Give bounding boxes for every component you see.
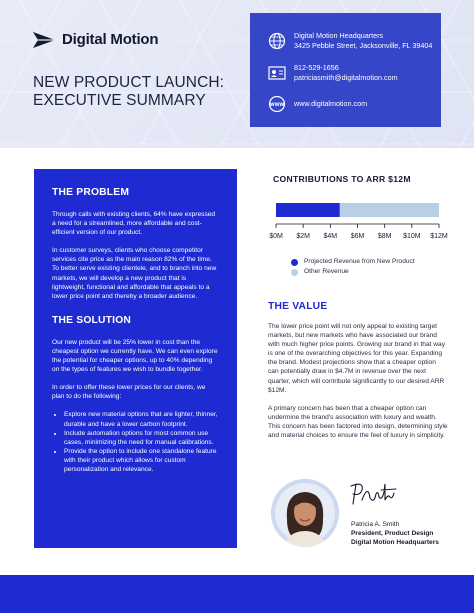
x-tick-label: $4M [323,233,338,240]
header-band [0,0,474,148]
phone-number[interactable]: 812-529-1656 [294,63,339,72]
problem-paragraph-1: Through calls with existing clients, 64% have expressed a need for a streamlined, more affordable and cost-efficient version of our product. [52,211,216,237]
document-title [33,74,224,110]
globe-icon [268,32,286,50]
contact-website [268,95,367,113]
legend-item [291,267,415,277]
problem-solution-panel [34,169,237,548]
solution-paragraph-2: In order to offer these lower prices for our clients, we plan to do the following: [52,384,206,401]
legend-item [291,257,415,267]
signatory-org: Digital Motion Headquarters [351,538,439,546]
value-body [268,322,448,449]
x-tick-label: $12M [430,233,448,240]
solution-paragraph-1: Our new product will be 25% lower in cost than the cheapest option we currently have. We can even explore the potential for cheaper options, up to 40% depending on the types of features we wish to bundle together. [52,338,218,374]
contact-card [250,13,441,127]
brand-logo[interactable] [33,31,158,48]
email-address[interactable]: patriciasmith@digitalmotion.com [294,73,398,82]
title-line-1: NEW PRODUCT LAUNCH: [33,74,225,91]
bar-segment-other-revenue [340,203,439,217]
footer-band [0,575,474,613]
signatory-block [351,521,439,547]
x-tick-label: $2M [296,233,310,240]
contact-phone-email [268,63,398,83]
value-heading: THE VALUE [268,301,328,312]
x-tick-label: $0M [269,233,283,240]
address-line-2: 3425 Pebble Street, Jacksonville, FL 39404 [294,41,433,50]
solution-bullet-list [64,410,219,474]
signatory-name: Patricia A. Smith [351,521,400,528]
arr-stacked-bar-chart [266,197,451,249]
signatory-role: President, Product Design [351,529,434,537]
brand-name: Digital Motion [62,31,159,48]
svg-text:WWW: WWW [269,103,285,108]
signature-image [348,480,410,510]
chart-title: CONTRIBUTIONS TO ARR $12M [273,174,411,184]
list-item: • Explore new material options that are lighter, thinner, durable and have a lower carbon footprint. [64,410,219,428]
problem-heading: THE PROBLEM [52,187,130,198]
solution-heading: THE SOLUTION [52,314,132,326]
list-item: • Include automation options for most common use cases, minimizing the need for manual calibrations. [64,429,219,447]
legend-swatch [291,259,298,266]
legend-swatch [291,269,298,276]
list-item: • Provide the option to include one standalone feature with their product which allows for custom personalization and relevance. [64,447,219,474]
contact-card-icon [268,64,286,82]
avatar [271,479,339,547]
x-tick-label: $6M [350,233,365,240]
x-tick-label: $8M [377,233,392,240]
website-link[interactable]: www.digitalmotion.com [294,99,368,108]
problem-paragraph-2: In customer surveys, clients who choose competitor services cite price as the main reason 82% of the time. To better serve existing clientele, and to branch into new markets, we will develop a new product that is lightweight, functional and affordable that appeals to a lower price point and thereby a broader audience. [52,247,217,300]
contact-address [268,31,432,51]
chart-legend [291,257,415,277]
value-paragraph-1: The lower price point will not only appeal to existing target markets, but new markets who have associated our brand with much higher price points. Growing our brand in that way is one of the overarching objectives for this year. Expanding the brand. Modest projections show that a cheaper option can potentially draw in $4.7M in revenue over the next quarter, which will contribute significantly to our desired ARR $12M. [268,323,446,394]
legend-label: Projected Revenue from New Product [304,258,415,265]
portrait-photo [271,479,339,547]
bar-segment-new-product [276,203,340,217]
value-paragraph-2: A primary concern has been that a cheaper option can undermine the brand's association with luxury and wealth. This concern has been factored into design, determining style and material choices to ensure the feel of luxury in simplicity. [268,404,448,440]
legend-label: Other Revenue [304,268,349,275]
address-line-1: Digital Motion Headquarters [294,31,384,40]
title-line-2: EXECUTIVE SUMMARY [33,92,206,109]
x-tick-label: $10M [403,233,421,240]
www-icon [268,95,286,113]
paper-plane-icon [33,32,55,48]
